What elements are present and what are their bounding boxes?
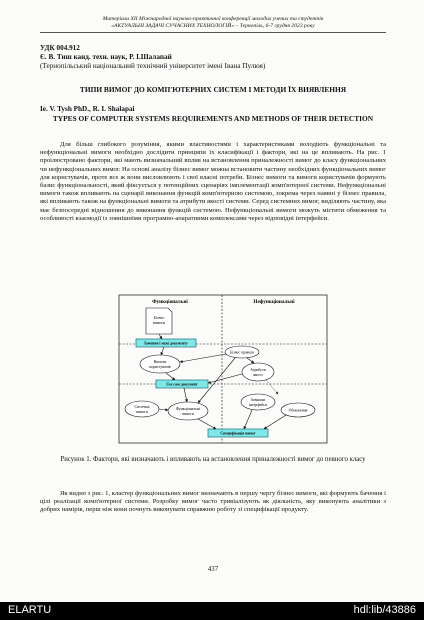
quality-attr-line1: Атрибути [250,368,266,372]
system-req-ellipse [125,401,159,417]
external-iface-ellipse [241,394,275,410]
arrow-external-spec [244,410,252,429]
title-english: TYPES OF COMPUTER SYSTEMS REQUIREMENTS AND METHODS OF THEIR DETECTION [52,114,374,123]
footer-repository-name[interactable]: ELARTU [8,604,52,616]
authors-ukrainian: Є. В. Тиш канд. техн. наук, Р. І.Шалапай [40,53,172,61]
arrow-functional-spec [198,419,216,429]
header-line-1: Матеріали XII Міжнародної науково-практичної конференції молодих учених та студентів [102,16,324,22]
user-req-line1: Вимоги [153,360,167,364]
usecase-doc-label: Use case документ [166,382,198,387]
page-number: 437 [207,566,219,573]
requirements-diagram [118,294,328,444]
arrow-usecase-functional [184,388,187,402]
functional-req-line2: вимоги [182,412,194,416]
authors-english: Ie. V. Tysh PhD., R. I. Shalapai [40,105,135,113]
vision-doc-label: Бачення і межі документу [144,341,188,346]
arrow-user-usecase [166,373,175,380]
header-rule [40,32,386,33]
arrow-vision-user [161,347,164,355]
system-req-line1: Системні [134,405,150,409]
affiliation: (Тернопільський національний технічний університет імені Івана Пулюя) [40,62,266,70]
business-req-line2: вимоги [152,320,166,325]
column-functional: Функціональні [152,299,188,305]
business-rules-label: Бізнес правила [229,350,255,355]
udk-code: УДК 004.912 [40,44,80,52]
header-line-2: «АКТУАЛЬНІ ЗАДАЧІ СУЧАСНИХ ТЕХНОЛОГІЙ» – Тернопіль, 6-7 грудня 2023 року [111,23,315,29]
functional-req-ellipse [168,402,208,420]
arrow-rules-quality [247,358,254,363]
functional-req-line1: Функціональні [175,407,201,411]
arrow-constraints-spec [264,415,286,429]
quality-attr-ellipse [242,363,274,381]
user-req-ellipse [140,355,180,373]
footer-handle[interactable]: hdl:lib/43886 [353,604,416,616]
body-paragraph-2: Як видно з рис. 1, кластер функціональних вимог визначають в першу чергу бізнес вимоги, які формують бачення і цілі реалізації комп'ютерної системи. Розробку вимог часто тривіалізують як діяльність, яку виконують аналітики з добрих намірів, перш ніж вони почнуть виконувати справжню роботу зі специфікації продукту. [40,490,386,514]
body-paragraph-1: Для більш глибокого розуміння, якими властивостями і характеристиками володіють функціональні та нефункціональні вимоги необхідно дослідити принципи їх класифікації і фактори, які на це впливають. На рис. 1 проілюстровано фактори, які мають визначальний вплив на встановлення приналежності вимог до класу функціональних чи нефункціональних вимог. На основі аналізу бізнес вимог можна встановити частину необхідних функціональних вимог для користувачів, проте все ж вони висловлюють і свої власні потреби. Бізнес вимоги та вимоги користувачів формують базис функціональності, який фіксується у потенційних сценаріях імплементації комп'ютерної системи. Нефункціональні вимоги також впливають на сценарії виконання функцій комп'ютерною системою, зокрема через наявні у бізнес правила, які впливають також на функціональні вимоги та атрибути якості системи. Серед системних вимог, виділяють частину, яка має безпосередні відношення до виконання функцій системою. Нефункціональні вимоги можуть містити обмеження та особливості взаємодії із зовнішніми програмно-апаратними комплексами через відповідні інтерфейси. [40,141,386,222]
system-req-line2: вимоги [136,410,148,414]
external-iface-line2: інтерфейси [248,403,268,407]
constraints-label: Обмеження [288,408,308,413]
figure-caption: Рисунок 1. Фактори, які визначають і впливають на встановлення приналежності вимог до певного класу [60,456,366,463]
arrow-quality-usecase [208,374,242,383]
user-req-line2: користувачів [149,365,171,369]
conference-header [40,16,386,30]
arrow-quality-spec [266,380,278,394]
arrow-business-vision [159,334,162,339]
external-iface-line1: Зовнішні [250,398,266,402]
specification-label: Специфікація вимог [220,431,256,436]
column-nonfunctional: Нефункціональні [253,299,295,305]
arrow-rules-user [180,354,226,362]
title-ukrainian: ТИПИ ВИМОГ ДО КОМП'ЮТЕРНИХ СИСТЕМ І МЕТОДИ ЇХ ВИЯВЛЕННЯ [79,85,347,94]
arrow-system-functional [159,409,168,410]
repository-footer [0,602,424,620]
business-req-line1: Бізнес [153,315,165,320]
quality-attr-line2: якості [253,373,263,377]
